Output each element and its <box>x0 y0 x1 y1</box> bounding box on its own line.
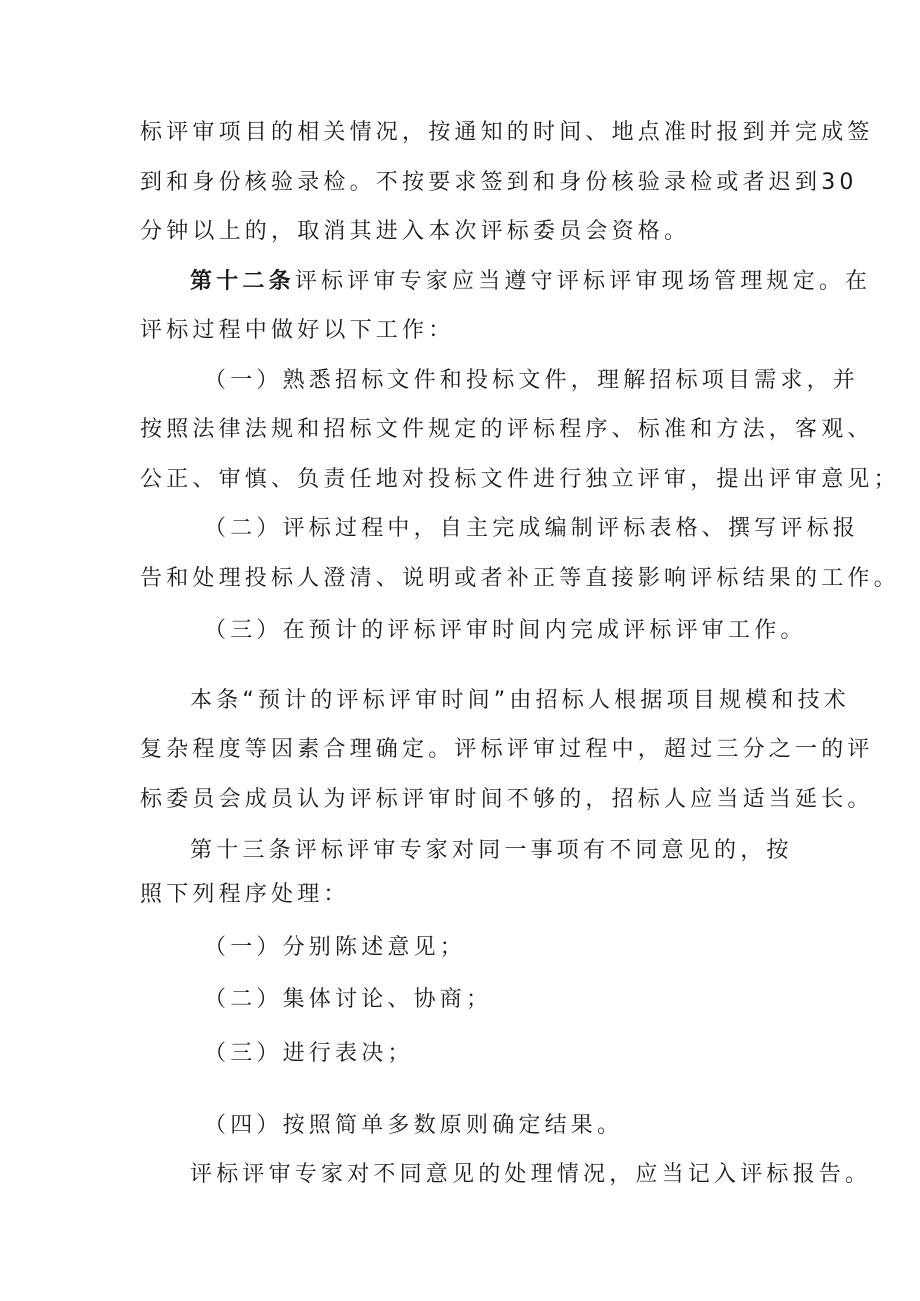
note-line: 标委员会成员认为评标评审时间不够的，招标人应当适当延长。 <box>140 787 874 812</box>
list-item-line: 按照法律法规和招标文件规定的评标程序、标准和方法，客观、 <box>140 417 874 442</box>
paragraph-line: 评标过程中做好以下工作： <box>140 318 455 343</box>
step-item: （一）分别陈述意见； <box>204 935 467 960</box>
list-item-line: 公正、审慎、负责任地对投标文件进行独立评审，提出评审意见； <box>140 467 900 492</box>
list-item-line: （三）在预计的评标评审时间内完成评标评审工作。 <box>204 618 807 643</box>
paragraph-line: 分钟以上的，取消其进入本次评标委员会资格。 <box>140 219 691 244</box>
list-item-line: （二）评标过程中，自主完成编制评标表格、撰写评标报 <box>204 516 860 541</box>
closing-line: 评标评审专家对不同意见的处理情况，应当记入评标报告。 <box>190 1162 872 1187</box>
list-item-line: 告和处理投标人澄清、说明或者补正等直接影响评标结果的工作。 <box>140 566 900 591</box>
note-line: 复杂程度等因素合理确定。评标评审过程中，超过三分之一的评 <box>140 737 874 762</box>
article-12-heading: 第十二条 <box>190 269 295 294</box>
article-12-line <box>190 267 871 297</box>
paragraph-line: 标评审项目的相关情况，按通知的时间、地点准时报到并完成签 <box>140 120 874 145</box>
paragraph-line: 到和身份核验录检。不按要求签到和身份核验录检或者迟到30 <box>140 170 858 195</box>
article-12-text: 评标评审专家应当遵守评标评审现场管理规定。在 <box>294 269 872 294</box>
article-13-line: 照下列程序处理： <box>140 882 350 907</box>
step-item: （三）进行表决； <box>204 1041 414 1066</box>
step-item: （二）集体讨论、协商； <box>204 987 493 1012</box>
note-line: 本条“预计的评标评审时间”由招标人根据项目规模和技术 <box>190 688 850 713</box>
article-13-line: 第十三条评标评审专家对同一事项有不同意见的，按 <box>190 838 793 863</box>
list-item-line: （一）熟悉招标文件和投标文件，理解招标项目需求，并 <box>204 368 860 393</box>
step-item: （四）按照简单多数原则确定结果。 <box>204 1113 624 1138</box>
